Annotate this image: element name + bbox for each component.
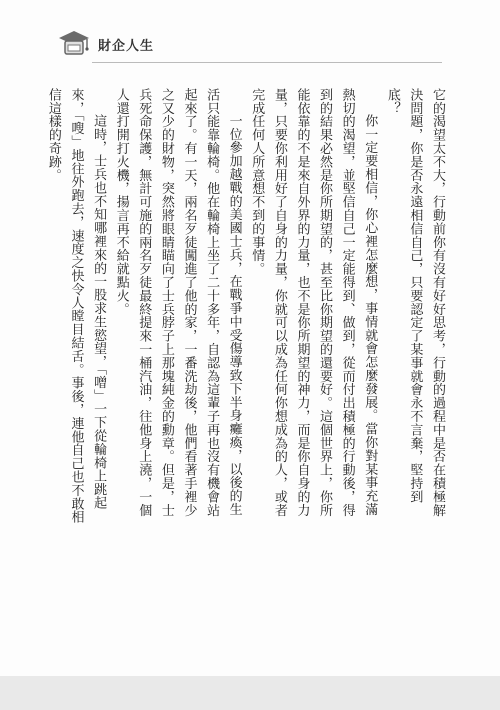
body-text [45,88,448,528]
paragraph-4: 這時，士兵也不知哪裡來的一股求生慾望，「噌」一下從輪椅上跳起來，「嗖」地往外跑去，速度之快令人瞠目結舌。事後，連他自己也不敢相信這樣的奇跡。 [45,88,107,524]
header-divider [92,62,442,63]
page-header [56,22,154,66]
paragraph-3: 一位參加越戰的美國士兵，在戰爭中受傷導致下半身癱瘓，以後的生活只能靠輪椅。他在輪椅上坐了二十多年，自認為這輩子再也沒有機會站起來了。有一天，兩名歹徒闖進了他的家，一番洗劫後，他們看著手裡少之又少的財物，突然將眼睛瞄向了士兵脖子上那塊純金的勳章。但是，士兵死命保護，無計可施的兩名歹徒最終提來一桶汽油，往他身上澆，一個人還打開打火機，揚言再不給就點火。 [113,88,242,517]
paragraph-1: 它的渴望太不大，行動前你有沒有好好思考，行動的過程中是否在積極解決問題，你是否永遠相信自己，只要認定了某事就會永不言棄，堅持到底？ [384,88,445,517]
header-title: 財企人生 [98,38,155,54]
paragraph-2: 你一定要相信，你心裡怎麼想，事情就會怎麼發展。當你對某事充滿熱切的渴望，並堅信自己一定能得到、做到，從而付出積極的行動後，得到的結果必然是你所期望的，甚至比你期望的還要好。這個世界上，你所能依靠的不是來自外界的力量，也不是你所期望的神力，而是你自身的力量，只要你利用好了自身的力量，你就可以成為任何你想成為的人，或者完成任何人所意想不到的事情。 [249,88,378,517]
graduation-cap-logo-icon [56,26,92,62]
footer-bar [0,676,500,710]
